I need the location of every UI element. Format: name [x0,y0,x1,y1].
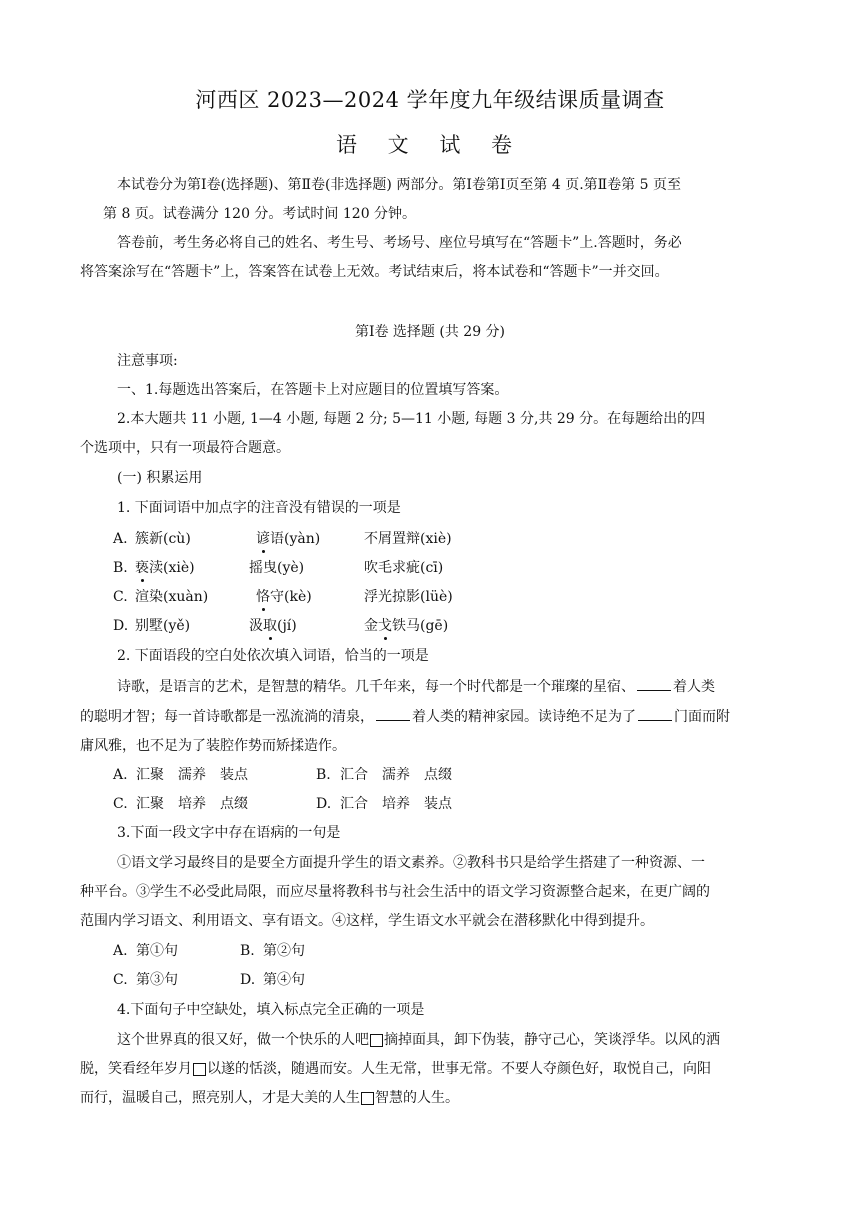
notice-label: 注意事项: [117,353,178,369]
option-word: 浮光掠影(lüè) [364,589,453,605]
passage-line: ①语文学习最终目的是要全方面提升学生的语文素养。②教科书只是给学生搭建了一种资源、一 [117,855,705,871]
notice-item: 2.本大题共 11 小题, 1—4 小题, 每题 2 分; 5—11 小题, 每题 3 分,共 29 分。在每题给出的四 [117,411,706,427]
fill-blank [376,706,410,721]
blank-box [370,1034,383,1047]
option-text: 汇合 濡养 点缀 [340,767,452,783]
option-word: 渲染(xuàn) [135,589,209,605]
option-text: 汇聚 培养 点缀 [136,796,248,812]
option-label: C. [113,972,128,988]
exam-subtitle: 语 文 试 卷 [335,133,525,157]
exam-title: 河西区 2023—2024 学年度九年级结课质量调查 [195,88,665,112]
option-word: 摇曳(yè) [249,560,305,576]
intro-line: 本试卷分为第Ⅰ卷(选择题)、第Ⅱ卷(非选择题) 两部分。第Ⅰ卷第Ⅰ页至第 4 页.第Ⅱ卷第 5 页至 [117,177,681,193]
option-label: A. [113,767,128,783]
option-text: 汇合 培养 装点 [340,796,452,812]
option-label: D. [240,972,256,988]
passage-line: 诗歌，是语言的艺术，是智慧的精华。几千年来，每一个时代都是一个璀璨的星宿、 着人类 [117,676,817,697]
option-word: 不屑置辩(xiè) [364,531,452,547]
notice-item: 一、1.每题选出答案后，在答题卡上对应题目的位置填写答案。 [117,382,509,398]
option-label: D. [316,796,332,812]
option-label: B. [113,560,128,576]
passage-line: 这个世界真的很又好，做一个快乐的人吧 摘掉面具，卸下伪装，静守己心，笑谈浮华。以风的洒 [117,1032,720,1048]
option-word: 亵渎(xiè) [135,560,195,576]
intro-line: 第 8 页。试卷满分 120 分。考试时间 120 分钟。 [103,206,417,222]
option-text: 第③句 [136,972,178,988]
passage-line: 的聪明才智；每一首诗歌都是一泓流淌的清泉， 着人类的精神家园。读诗绝不足为了 门面而附 [80,706,780,727]
option-label: C. [113,796,128,812]
fill-blank [637,676,671,691]
fill-blank [638,706,672,721]
option-word: 汲取(jí) [249,618,297,634]
question-stem: 4.下面句子中空缺处，填入标点完全正确的一项是 [117,1002,425,1018]
option-label: A. [113,943,128,959]
option-word: 簇新(cù) [135,531,191,547]
passage-line: 而行，温暖自己，照亮别人，才是大美的人生 智慧的人生。 [80,1090,459,1106]
option-label: B. [240,943,255,959]
option-label: B. [316,767,331,783]
passage-line: 种平台。③学生不必受此局限，而应尽量将教科书与社会生活中的语文学习资源整合起来，在更广阔的 [80,884,710,900]
question-stem: 2. 下面语段的空白处依次填入词语，恰当的一项是 [117,648,429,664]
intro-line: 将答案涂写在“答题卡”上，答案答在试卷上无效。考试结束后，将本试卷和“答题卡”一并交回。 [80,264,669,280]
option-word: 谚语(yàn) [256,531,321,547]
blank-box [361,1092,374,1105]
option-label: D. [113,618,129,634]
option-label: C. [113,589,128,605]
intro-line: 答卷前，考生务必将自己的姓名、考生号、考场号、座位号填写在“答题卡”上.答题时，务必 [117,235,682,251]
part-label: (一) 积累运用 [117,470,203,486]
option-label: A. [113,531,128,547]
option-text: 第②句 [263,943,305,959]
passage-line: 庸风雅，也不足为了装腔作势而矫揉造作。 [80,738,346,754]
passage-line: 脱，笑看经年岁月 以遂的恬淡，随遇而安。人生无常，世事无常。不要人夺颜色好，取悦自己，向阳 [80,1061,711,1077]
option-word: 金戈铁马(gē) [364,618,449,634]
option-text: 第①句 [136,943,178,959]
blank-box [193,1063,206,1076]
option-text: 第④句 [263,972,305,988]
option-word: 别墅(yě) [135,618,191,634]
option-word: 恪守(kè) [256,589,312,605]
option-word: 吹毛求疵(cī) [364,560,444,576]
question-stem: 3.下面一段文字中存在语病的一句是 [117,825,341,841]
section-heading: 第Ⅰ卷 选择题 (共 29 分) [354,324,506,340]
notice-item: 个选项中，只有一项最符合题意。 [80,440,290,456]
passage-line: 范围内学习语文、利用语文、享有语文。④这样，学生语文水平就会在潜移默化中得到提升。 [80,913,654,929]
question-stem: 1. 下面词语中加点字的注音没有错误的一项是 [117,500,401,516]
option-text: 汇聚 濡养 装点 [136,767,248,783]
